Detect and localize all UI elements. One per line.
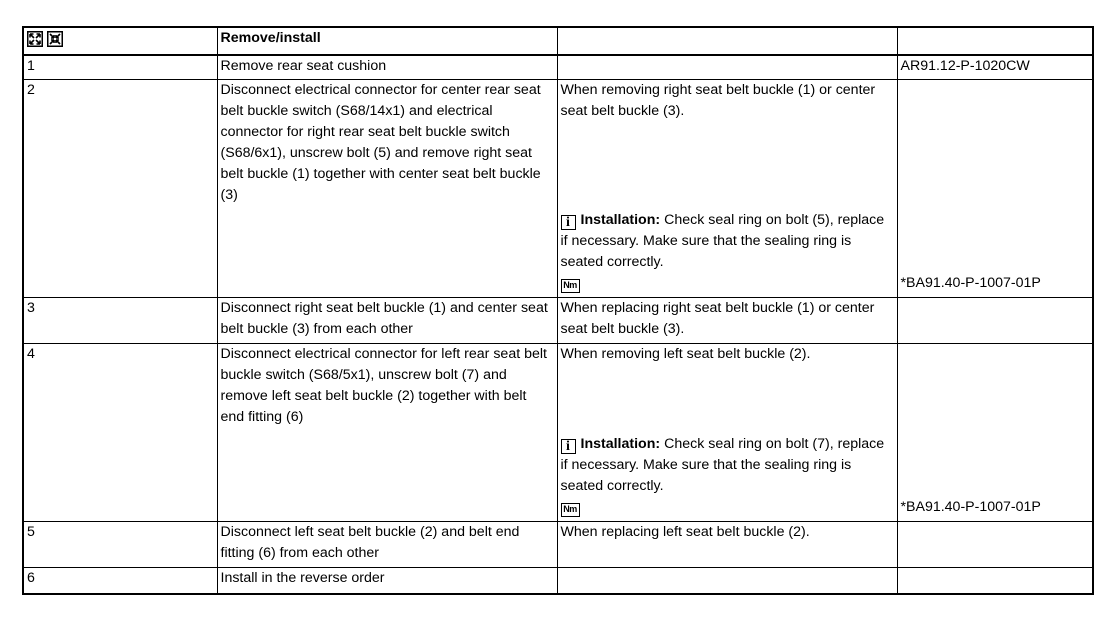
step-note: When removing left seat belt buckle (2). [560, 345, 811, 362]
step-reference-link[interactable]: *BA91.40-P-1007-01P [900, 274, 1041, 291]
step-note [557, 55, 897, 79]
table-row [23, 521, 1093, 567]
table-header-row [23, 27, 1093, 55]
step-number: 2 [23, 79, 217, 297]
step-note [557, 567, 897, 594]
info-icon: i [561, 215, 576, 230]
procedure-table [22, 26, 1094, 595]
step-reference-link[interactable]: AR91.12-P-1020CW [897, 55, 1093, 79]
installation-label: Installation: [580, 211, 661, 228]
step-reference-cell [897, 79, 1093, 297]
step-reference-cell [897, 343, 1093, 521]
step-action: Install in the reverse order [217, 567, 557, 594]
step-note: When replacing left seat belt buckle (2). [557, 521, 897, 567]
header-icons-cell [23, 27, 217, 55]
step-note-cell [557, 79, 897, 297]
step-note: When removing right seat belt buckle (1) or center seat belt buckle (3). [560, 81, 876, 119]
table-row [23, 297, 1093, 343]
step-number: 4 [23, 343, 217, 521]
table-row [23, 567, 1093, 594]
table-row [23, 343, 1093, 521]
step-reference-link[interactable]: *BA91.40-P-1007-01P [900, 498, 1041, 515]
installation-note [561, 210, 894, 273]
step-action: Disconnect left seat belt buckle (2) and belt end fitting (6) from each other [217, 521, 557, 567]
step-action: Disconnect electrical connector for center rear seat belt buckle switch (S68/14x1) and electrical connector for right rear seat belt buckle switch (S68/6x1), unscrew bolt (5) and remove right seat belt buckle (1) together with center seat belt buckle (3) [217, 79, 557, 297]
step-action: Remove rear seat cushion [217, 55, 557, 79]
step-note: When replacing right seat belt buckle (1) or center seat belt buckle (3). [557, 297, 897, 343]
table-row [23, 55, 1093, 79]
step-number: 5 [23, 521, 217, 567]
torque-icon[interactable]: Nm [561, 503, 580, 517]
header-title: Remove/install [217, 27, 557, 55]
expand-icon[interactable] [27, 31, 43, 47]
header-empty-cell [557, 27, 897, 55]
step-number: 3 [23, 297, 217, 343]
torque-icon[interactable]: Nm [561, 279, 580, 293]
step-number: 1 [23, 55, 217, 79]
step-reference-link[interactable] [897, 297, 1093, 343]
step-note-cell [557, 343, 897, 521]
step-number: 6 [23, 567, 217, 594]
table-row [23, 79, 1093, 297]
step-reference-link[interactable] [897, 521, 1093, 567]
step-action: Disconnect electrical connector for left rear seat belt buckle switch (S68/5x1), unscrew bolt (7) and remove left seat belt buckle (2) together with belt end fitting (6) [217, 343, 557, 521]
installation-label: Installation: [580, 435, 661, 452]
installation-text: Check seal ring on bolt (5), replace if necessary. Make sure that the sealing ring is seated correctly. [560, 211, 885, 270]
collapse-icon[interactable] [47, 31, 63, 47]
installation-note [561, 434, 894, 497]
header-empty-cell [897, 27, 1093, 55]
step-reference-link[interactable] [897, 567, 1093, 594]
step-action: Disconnect right seat belt buckle (1) and center seat belt buckle (3) from each other [217, 297, 557, 343]
info-icon: i [561, 439, 576, 454]
installation-text: Check seal ring on bolt (7), replace if necessary. Make sure that the sealing ring is seated correctly. [560, 435, 885, 494]
